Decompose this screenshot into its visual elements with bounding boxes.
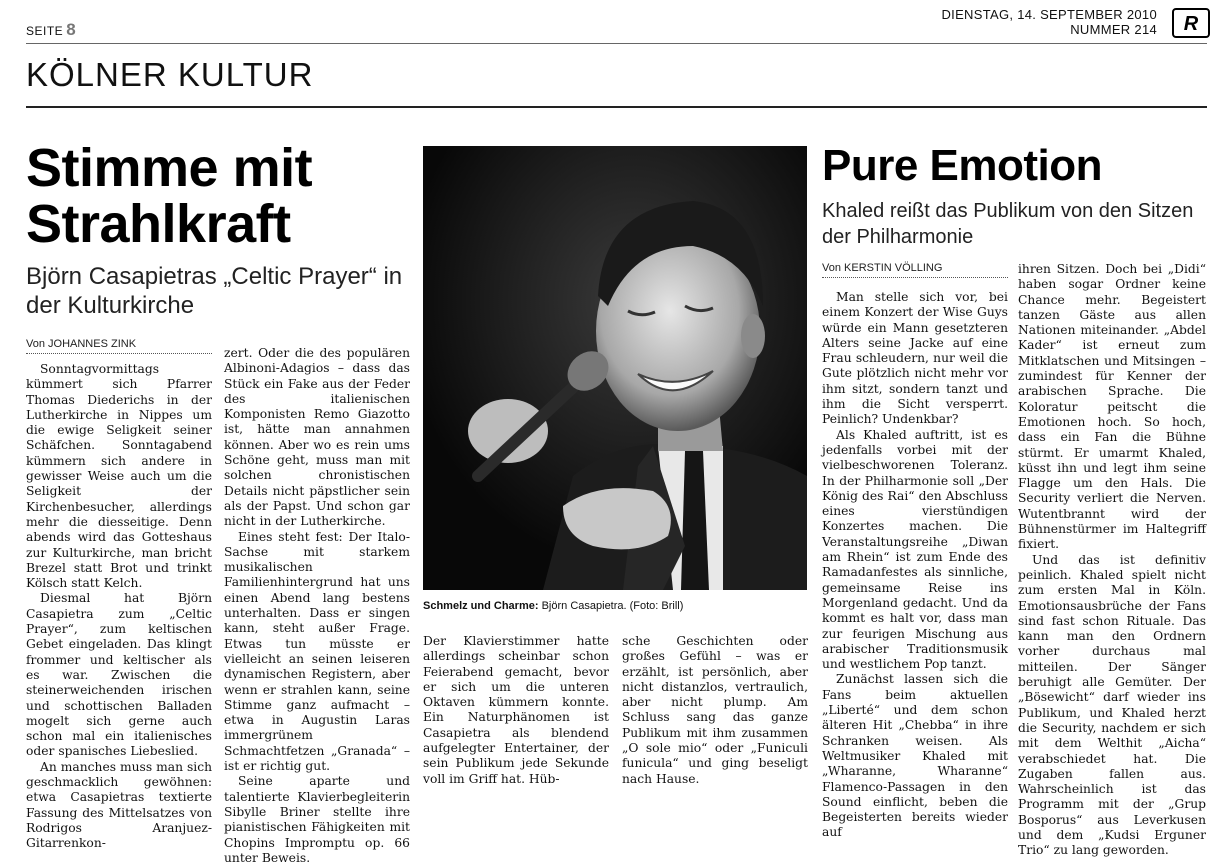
caption-bold: Schmelz und Charme: — [423, 600, 539, 612]
section-rule — [26, 106, 1207, 108]
caption-text: Björn Casapietra. (Foto: Brill) — [538, 600, 684, 612]
paragraph: Als Khaled auftritt, ist es jedenfalls vorbei mit der vielbeschworenen Toleranz. In der Philharmonie soll „Der König des Rai“ den Abschluss eines vierstündigen Konzertes machen. Die Veranstaltungsreihe „Diwan am Rhein“ ist zum Ende des Ramadanfestes als sinnliche, gemeinsame Reise ins Morgenland gedacht. Und da kommt es halt vor, dass man zur feurigen Mischung aus arabischer Traditionsmusik und westlichem Pop tanzt. — [822, 427, 1008, 672]
paragraph: An manches muss man sich geschmacklich gewöhnen: etwa Casapietras textierte Fassung des Mittelsatzes von Rodrigos Aranjuez-Gitarrenkon- — [26, 759, 212, 851]
newspaper-logo-icon — [1172, 8, 1210, 38]
section-title: KÖLNER KULTUR — [26, 56, 314, 93]
article2-byline: Von KERSTIN VÖLLING — [822, 262, 1008, 278]
photo-caption — [423, 600, 807, 612]
issue-number: NUMMER 214 — [1070, 22, 1157, 37]
article1-column-1 — [26, 362, 212, 852]
paragraph: ihren Sitzen. Doch bei „Didi“ haben sogar Ordner keine Chance mehr. Begeistert tanzen Gäste aus allen Nationen miteinander. „Abdel Kader“ ist erneut zum Mitklatschen und Mitsingen – zumindest für Kenner der arabischen Sprache. Die Koloratur peitscht die Emotionen hoch. So hoch, dass ein Fan die Bühne stürmt. Er umarmt Khaled, küsst ihn und legt ihm seine Flagge um den Hals. Die Security verliert die Nerven. Wutentbrannt wird der Bühnenstürmer im Haltegriff fixiert. — [1018, 262, 1206, 552]
logo-letter: R — [1183, 13, 1199, 34]
header-rule — [26, 43, 1207, 44]
paragraph: Sonntagvormittags kümmert sich Pfarrer Thomas Diederichs in der Lutherkirche in Nippes um die ewige Seligkeit seiner Schäfchen. Sonntagabend kümmern sich andere in gewisser Weise auch um die Seligkeit der Kirchenbesucher, allerdings mehr die diesseitige. Denn abends wird das Gotteshaus zur Kulturkirche, man bricht Brezel statt Brot und trinkt Kölsch statt Kelch. — [26, 362, 212, 591]
article1-column-3 — [423, 634, 609, 787]
paragraph: Zunächst lassen sich die Fans beim aktuellen „Liberté“ und dem schon älteren Hit „Chebba“ in ihre Schranken weisen. Als Weltmusiker Khaled mit „Wharanne, Wharanne“ Flamenco-Passagen in den Sound einflicht, beben die Begeisterten bereits wieder auf — [822, 672, 1008, 840]
paragraph: sche Geschichten oder großes Gefühl – was er erzählt, ist persönlich, aber nicht distanzlos, vertraulich, aber nicht plump. Am Schluss sang das ganze Publikum mit ihm zusammen „O sole mio“ oder „Funiculi funicula“ und ging beseligt nach Hause. — [622, 634, 808, 786]
paragraph: Und das ist definitiv peinlich. Khaled spielt nicht zum ersten Mal in Köln. Emotionsausbrüche der Fans sind fast schon Rituale. Das kann man den Ordnern vorher durchaus mal mitteilen. Der Sänger beruhigt alle Gemüter. Der „Bösewicht“ darf wieder ins Publikum, und Khaled herzt die Security, nachdem er sich mit dem Welthit „Aicha“ verabschiedet hat. Die Zugaben fallen aus. Wahrscheinlich ist das Programm mit der „Grup Bosporus“ aus Leverkusen und dem „Kudsi Erguner Trio“ zu lang geworden. — [1018, 552, 1206, 858]
paragraph: zert. Oder die des populären Albinoni-Adagios – dass das Stück ein Fake aus der Feder des italienischen Komponisten Remo Giazotto ist, hätte man annahmen können. Aber wo es rein ums Schöne geht, muss man mit solchen chronistischen Details nicht päpstlicher sein als der Papst. Und schon gar nicht in der Lutherkirche. — [224, 346, 410, 529]
article1-column-4 — [622, 634, 808, 787]
article2-column-2 — [1018, 262, 1206, 859]
page-label — [26, 20, 76, 40]
article2-headline: Pure Emotion — [822, 141, 1103, 190]
paragraph: Eines steht fest: Der Italo-Sachse mit starkem musikalischen Familienhintergrund hat uns einen Abend lang bestens unterhalten. Dass er singen kann, steht außer Frage. Etwas tun müsste er vielleicht an seinen leiseren dynamischen Registern, aber wenn er strahlen kann, seine Stimme ganz aufmacht – etwa in Augustin Laras immergrünem Schmachtfetzen „Granada“ – ist er richtig gut. — [224, 529, 410, 774]
article1-byline: Von JOHANNES ZINK — [26, 338, 212, 354]
paragraph: Man stelle sich vor, bei einem Konzert der Wise Guys würde ein Mann gesetzteren Alters seine Jacke auf eine Frau schleudern, nur weil die Gute plötzlich nicht mehr vor ihm sitzt, sondern tanzt und ihm die Sicht versperrt. Peinlich? Undenkbar? — [822, 290, 1008, 427]
article1-subheadline: Björn Casapietras „Celtic Prayer“ in der Kulturkirche — [26, 263, 403, 319]
article-photo — [423, 146, 807, 590]
paragraph: Diesmal hat Björn Casapietra zum „Celtic Prayer“, zum keltischen Gebet eingeladen. Das klingt frommer und keltischer als es war. Zwischen die steinerweichenden irischen und schottischen Balladen mogelt sich gerne auch schon mal ein italienisches oder spanisches Liebeslied. — [26, 591, 212, 759]
article2-subheadline: Khaled reißt das Publikum von den Sitzen der Philharmonie — [822, 200, 1194, 248]
article1-column-2 — [224, 346, 410, 866]
paragraph: Seine aparte und talentierte Klavierbegleiterin Sibylle Briner stellte ihre pianistischen Fähigkeiten mit Chopins Impromptu op. 66 unter Beweis. — [224, 774, 410, 865]
issue-date: DIENSTAG, 14. SEPTEMBER 2010 — [941, 7, 1157, 22]
page-number: 8 — [66, 20, 77, 39]
article1-headline: Stimme mit Strahlkraft — [26, 138, 313, 254]
issue-info — [941, 7, 1157, 37]
paragraph: Der Klavierstimmer hatte allerdings scheinbar schon Feierabend gemacht, bevor er sich um die unteren Oktaven kümmern konnte. Ein Naturphänomen ist Casapietra als blendend aufgelegter Entertainer, der sein Publikum jede Sekunde voll im Griff hat. Hüb- — [423, 634, 609, 786]
page-label-text: SEITE — [26, 24, 64, 38]
article2-column-1 — [822, 290, 1008, 841]
